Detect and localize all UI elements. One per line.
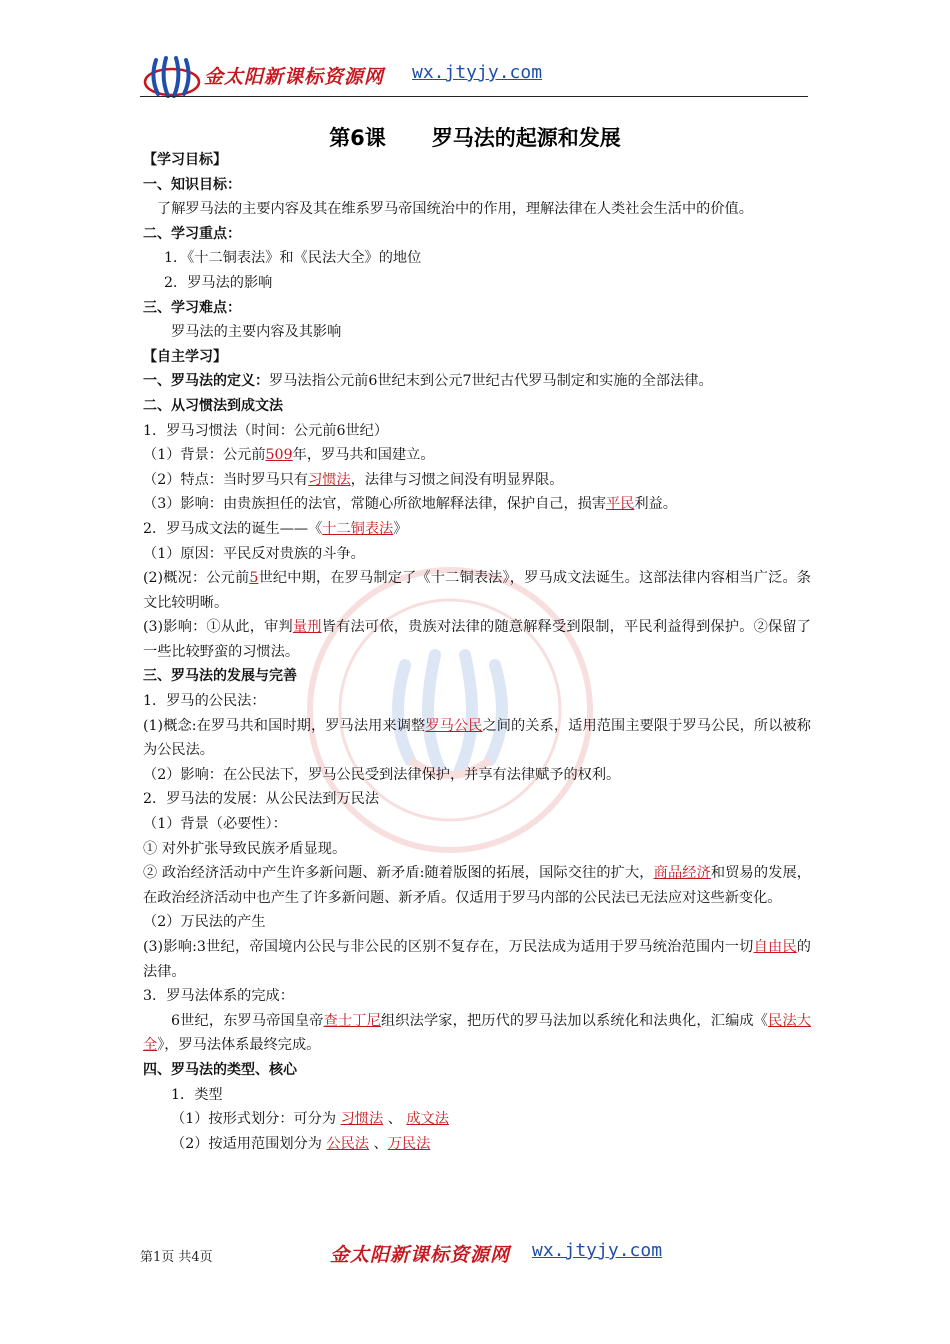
text-span: 、 [369,1135,388,1152]
answer-blank: 十二铜表法 [322,520,394,537]
text-span: ② 政治经济活动中产生许多新问题、新矛盾:随着版图的拓展，国际交往的扩大， [143,865,654,882]
text-span: （1）背景：公元前 [143,447,266,464]
lesson-name: 罗马法的起源和发展 [431,126,621,150]
list-item [143,492,811,517]
page-footer [140,1236,808,1270]
answer-blank: 5 [249,570,259,587]
list-item: （2）万民法的产生 [143,914,266,931]
text-span: （1）按形式划分：可分为 [171,1111,341,1128]
section-heading: 四、罗马法的类型、核心 [143,1061,297,1078]
text-span: （2）特点：当时罗马只有 [143,471,309,488]
text-span: 年，罗马共和国建立。 [292,447,435,464]
text-span: 2．罗马成文法的诞生——《 [143,520,323,537]
list-item: 2．罗马法的发展：从公民法到万民法 [143,791,380,808]
footer-brand: 金太阳新课标资源网 [330,1244,511,1266]
list-item [143,714,811,763]
list-item [143,1132,811,1157]
header-divider [140,96,808,97]
footer-url-link[interactable]: wx.jtyjy.com [532,1240,663,1261]
text-span: 》 [393,520,408,537]
answer-blank: 自由民 [753,939,797,955]
text-span: (2)概况：公元前 [143,570,250,587]
text-span: (1)概念:在罗马共和国时期，罗马法用来调整 [143,717,426,734]
list-item: 1．类型 [171,1086,223,1103]
text-span: 6世纪，东罗马帝国皇帝 [171,1012,324,1029]
lesson-number: 第6课 [329,126,386,150]
section-heading: 二、从习惯法到成文法 [143,397,283,414]
section-heading: 一、知识目标： [143,176,241,193]
answer-blank: 量刑 [292,619,322,636]
answer-blank: 习惯法 [308,471,351,488]
section-heading: 一、罗马法的定义： [143,373,269,390]
section-heading: 三、罗马法的发展与完善 [143,668,297,685]
text-span: 皆有法可依，贵族对法律的随意解释受到限制，平民利益得到保护。②保留了一些比较野蛮的习惯法。 [143,619,811,660]
paragraph [143,369,811,394]
text-span: (3)影响:3世纪，帝国境内公民与非公民的区别不复存在，万民法成为适用于罗马统治范围内一切 [143,939,754,955]
text-span: 和贸易的发展，在政治经济活动中也产生了许多新问题、新矛盾。仅适用于罗马内部的公民法已无法应对这些新变化。 [143,865,811,906]
section-heading: 【自主学习】 [143,348,227,365]
page-number: 第1页 共4页 [140,1250,213,1265]
jtyjy-logo-icon [142,52,202,98]
answer-blank: 商品经济 [653,865,711,882]
answer-blank: 平民 [606,496,635,513]
list-item [143,935,811,984]
list-item [143,615,811,664]
list-item: 3．罗马法体系的完成： [143,988,294,1005]
text-span: 世纪中期，在罗马制定了《十二铜表法》，罗马成文法诞生。这部法律内容相当广泛。条文比较明晰。 [143,570,811,611]
section-heading: 二、学习重点： [143,225,241,242]
list-item: （2）影响：在公民法下，罗马公民受到法律保护，并享有法律赋予的权利。 [143,766,621,783]
header-url-link[interactable]: wx.jtyjy.com [412,62,543,83]
list-item [143,566,811,615]
answer-blank: 查士丁尼 [323,1012,381,1029]
paragraph: 罗马法的主要内容及其影响 [171,324,342,341]
list-item [143,517,811,542]
text-span: 组织法学家，把历代的罗马法加以系统化和法典化，汇编成《 [380,1012,769,1029]
list-item: 1．罗马的公民法： [143,693,266,710]
header-brand: 金太阳新课标资源网 [204,66,385,88]
section-heading: 三、学习难点： [143,299,241,316]
list-item: （1）背景（必要性）： [143,816,287,833]
answer-blank: 习惯法 [340,1111,384,1128]
text-span: (3)影响：①从此，审判 [143,619,293,636]
paragraph [143,1009,811,1058]
text-span: （2）按适用范围划分为 [171,1135,327,1152]
list-item: 1．罗马习惯法（时间：公元前6世纪） [143,422,389,439]
list-item: ① 对外扩张导致民族矛盾显现。 [143,840,347,857]
text-span: 》，罗马法体系最终完成。 [157,1037,321,1054]
page-header [140,52,808,98]
document-body [143,148,811,1156]
text-span: 之间的关系，适用范围主要限于罗马公民，所以被称为公民法。 [143,717,811,759]
answer-blank: 509 [265,447,293,464]
text-span: 的法律。 [143,939,811,980]
section-heading: 【学习目标】 [143,152,227,168]
list-item [143,861,811,910]
text-span: ，法律与习惯之间没有明显界限。 [350,471,564,488]
list-item [143,443,811,468]
text-span: 罗马法指公元前6世纪末到公元7世纪古代罗马制定和实施的全部法律。 [269,373,713,390]
answer-blank: 万民法 [387,1135,431,1152]
list-item [143,468,811,493]
answer-blank: 成文法 [406,1111,449,1128]
list-item: （1）原因：平民反对贵族的斗争。 [143,545,365,562]
answer-blank: 民法大全 [143,1012,811,1054]
list-item: 1．《十二铜表法》和《民法大全》的地位 [164,250,422,267]
list-item: 2．罗马法的影响 [164,274,273,291]
text-span: 利益。 [634,496,677,513]
answer-blank: 公民法 [326,1135,369,1152]
answer-blank: 罗马公民 [425,717,483,734]
list-item [143,1107,811,1132]
paragraph: 了解罗马法的主要内容及其在维系罗马帝国统治中的作用，理解法律在人类社会生活中的价值。 [157,201,753,218]
text-span: （3）影响：由贵族担任的法官，常随心所欲地解释法律，保护自己，损害 [143,496,607,513]
text-span: 、 [383,1111,407,1128]
